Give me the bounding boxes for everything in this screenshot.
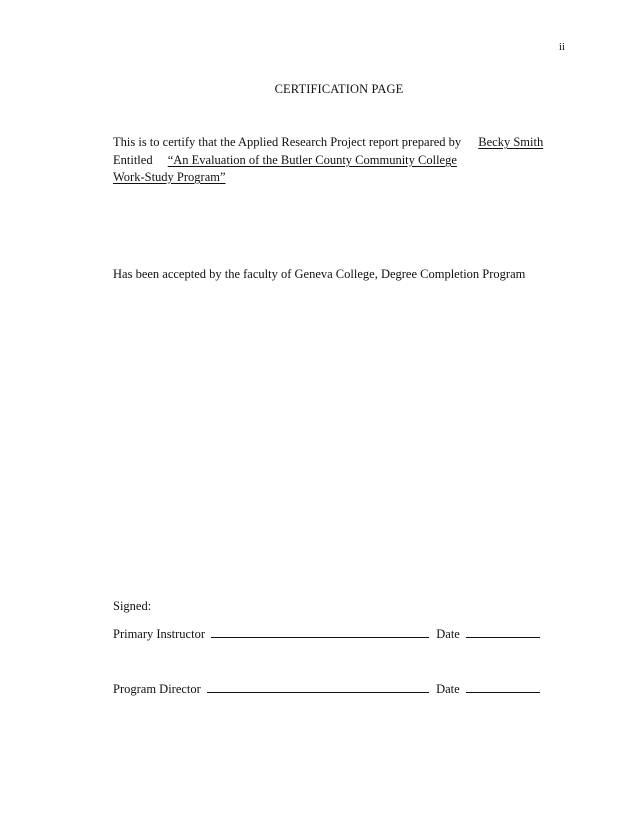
title-continuation-line [113, 168, 226, 186]
primary-instructor-label: Primary Instructor [113, 627, 205, 641]
author-name: Becky Smith [478, 135, 544, 149]
page-title: CERTIFICATION PAGE [274, 82, 404, 96]
primary-instructor-signature-line [211, 624, 429, 638]
report-title-line2: Work-Study Program” [113, 170, 226, 184]
acceptance-statement: Has been accepted by the faculty of Geneva College, Degree Completion Program [113, 267, 526, 281]
primary-instructor-row [113, 624, 540, 643]
program-director-date-label: Date [436, 682, 460, 696]
primary-instructor-date-label: Date [436, 627, 460, 641]
page-number: ii [558, 41, 565, 53]
entitled-label: Entitled [113, 153, 153, 167]
program-director-signature-line [207, 679, 429, 693]
program-director-label: Program Director [113, 682, 201, 696]
primary-instructor-date-line [466, 624, 540, 638]
report-title-line1: “An Evaluation of the Butler County Community College [167, 153, 457, 167]
entitled-line [113, 151, 457, 169]
certify-text: This is to certify that the Applied Research Project report prepared by [113, 135, 462, 149]
program-director-date-line [466, 679, 540, 693]
signed-label: Signed: [113, 599, 152, 613]
program-director-row [113, 679, 540, 698]
certify-line [113, 133, 543, 151]
